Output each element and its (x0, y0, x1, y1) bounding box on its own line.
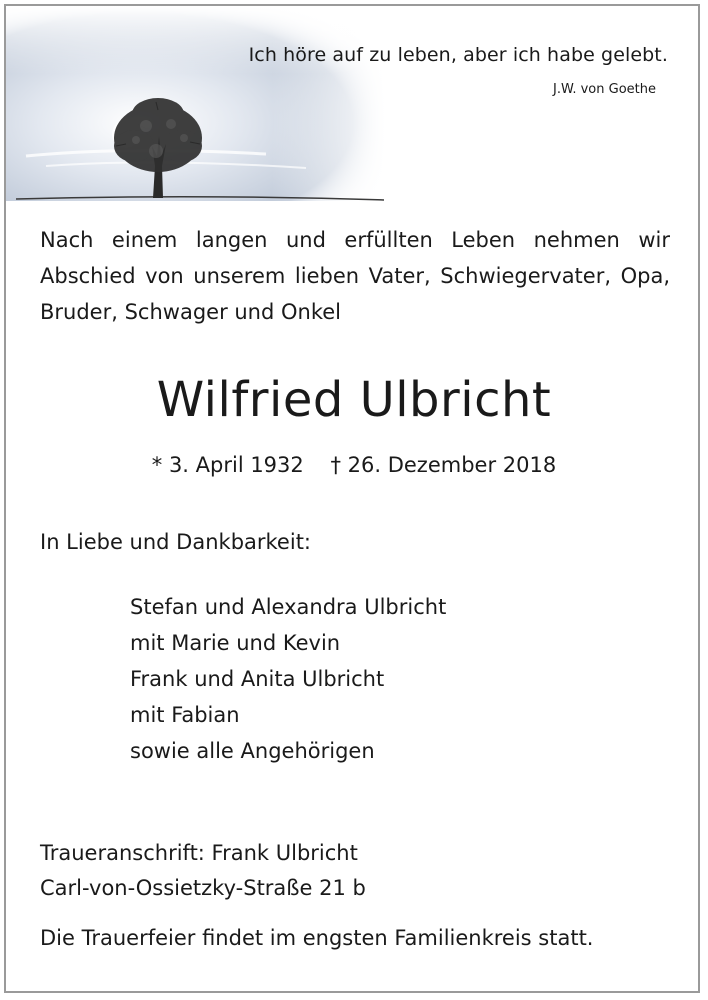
deceased-name: Wilfried Ulbricht (156, 372, 552, 428)
quote-author: J.W. von Goethe (553, 82, 656, 97)
intro-paragraph: Nach einem langen und erfüllten Leben nehmen wir Abschied von unserem lieben Vater, Schwiegervater, Opa, Bruder, Schwager und Onkel (40, 228, 670, 324)
tree-landscape-image (6, 6, 386, 206)
address-line-street: Carl-von-Ossietzky-Straße 21 b (40, 876, 366, 900)
family-list (130, 589, 446, 769)
address-line-name: Traueranschrift: Frank Ulbricht (40, 841, 358, 865)
family-line: mit Fabian (130, 703, 240, 727)
family-line: Stefan und Alexandra Ulbricht (130, 595, 447, 619)
thanks-line: In Liebe und Dankbarkeit: (40, 530, 312, 554)
quote-text: Ich höre auf zu leben, aber ich habe gelebt. (248, 44, 668, 66)
family-line: Frank und Anita Ulbricht (130, 667, 385, 691)
family-line: sowie alle Angehörigen (130, 739, 375, 763)
family-line: mit Marie und Kevin (130, 631, 341, 655)
life-dates: * 3. April 1932 † 26. Dezember 2018 (151, 453, 557, 477)
mourning-address (40, 836, 366, 906)
ceremony-note: Die Trauerfeier findet im engsten Familienkreis statt. (40, 926, 594, 950)
